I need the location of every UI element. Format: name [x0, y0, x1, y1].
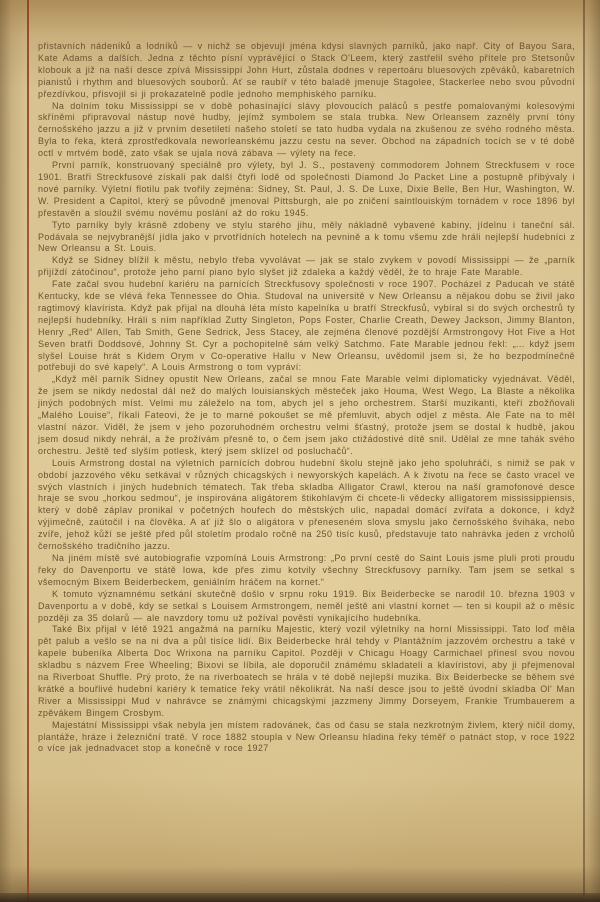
- paragraph: Fate začal svou hudební kariéru na parnících Streckfusovy společnosti v roce 1907. Pocházel z Paducah ve státě Kentucky, kde se vlévá řeka Tennessee do Ohia. Studoval na universitě v New Orleansu a nějakou dobu se živil jako ragtimový klavírista. Když pak přijal na dlouhá léta místo kapelníka u bratří Streckfusů, vybíral si do svých orchestrů ty nejlepší hudebníky. Hráli s ním například Zutty Singleton, Pops Foster, Charlie Creath, Dewey Jackson, Jimmy Blanton, Henry „Red“ Allen, Tab Smith, Gene Sedrick, Jess Stacey, ale zejména členové pozdější Armstrongovy Hot Five a Hot Seven bratři Doddsové, Johnny St. Cyr a pochopitelně sám velký Satchmo. Fate Marable jednou řekl: „... když jsem slyšel Louise hrát s Kidem Orym v Co-operative Hallu v New Orleansu, uvědomil jsem si, že ho bezpodmínečně potřebuji do své kapely“. A Louis Armstrong o tom vypráví:: [38, 279, 575, 373]
- page-edge-bottom: [0, 893, 600, 902]
- paragraph: Tyto parníky byly krásně zdobeny ve stylu starého jihu, měly nákladně vybavené kabiny, jídelnu i taneční sál. Podávala se nejvybranější jídla jako v prvotřídních hotelech na pevnině a k tomu všemu zde hráli nejlepší hudebníci z New Orleansu a St. Louis.: [38, 219, 575, 254]
- paragraph: přistavních nádeníků a lodníků — v nichž se objevují jména kdysi slavných parníků, jako např. City of Bayou Sara, Kate Adams a dalších. Jedna z těchto písní vyprávějící o Stack O'Leem, který zastřelil svého přítele pro Stetsonův klobouk a již na naší desce zpívá Mississippi John Hurt, zůstala dodnes v repertoáru bluesových zpěváků, kabaretních pianistů i rhythm and bluesových souborů. Ať se raubíř v této baladě jmenuje Stagolee, Stackerlee nebo svou původní přezdívkou, přisvojil si ji prokazatelně podle jednoho memphiského parníku.: [38, 41, 575, 99]
- page-right-shadow: [583, 0, 600, 902]
- page-left-shadow: [0, 0, 26, 902]
- paragraph: Majestátní Mississippi však nebyla jen místem radovánek, čas od času se stala nezkrotným živlem, který ničil domy, plantáže, hráze i železniční tratě. V roce 1882 stoupla v New Orleansu hladina řeky téměř o patnáct stop, v roce 1922 o více jak jednadvacet stop a konečně v roce 1927: [38, 719, 575, 754]
- paragraph: První parník, konstruovaný speciálně pro výlety, byl J. S., postavený commodorem Johnem Streckfusem v roce 1901. Bratři Streckfusové získali pak další čtyři lodě od společnosti Diamond Jo Packet Line a postupně přibývaly i nové parníky. Výletní flotilu pak tvořily zejména: Sidney, St. Paul, J. S. De Luxe, Dixie Belle, Ben Hur, Washington, W. W. President a Capitol, který se původně jmenoval Pittsburgh, ale po zničení saintlouiským tornádem v roce 1896 byl přestavěn a sloužil svému novému poslání až do roku 1945.: [38, 160, 575, 218]
- paragraph: „Když měl parník Sidney opustit New Orleans, začal se mnou Fate Marable velmi diplomaticky vyjednávat. Věděl, že jsem se nikdy nedostal dál než do malých louisianských městeček jako Houma, West Wego, La Blaste a několika jiných podobných míst. Velmi mu záleželo na tom, abych jel s jeho orchestrem. Starší muzikanti, kteří zbožňovali „Malého Louise“, říkali Fateovi, že je to marné pokoušet se mě přemluvit, abych odjel z města. Ale Fate na to měl vlastní názor. Viděl, že jsem v jeho pozoruhodném orchestru velmi šťastný, protože jsem se dostal k hudbě, jakou jsem dosud nikdy nehrál, a že prožívám přesně to, o čem jsem jako ctižádostivé dítě snil. Udělal ze mne tahák svého orchestru. Ještě teď slyším potlesk, který jsem sklízel od posluchačů“.: [38, 374, 575, 456]
- paragraph: K tomuto významnému setkání skutečně došlo v srpnu roku 1919. Bix Beiderbecke se narodil 10. března 1903 v Davenportu a v době, kdy se setkal s Louisem Armstrongem, neměl ještě ani vlastní kornet — ten si koupil až o měsíc později za 35 dolarů — ale navzdory tomu už požíval pověsti vynikajícího hudebníka.: [38, 588, 575, 623]
- paragraph: Na dolním toku Mississippi se v době pohasínající slávy plovoucích paláců s pestře pomalovanými kolesovými skříněmi připravoval nástup nové hudby, jejímž symbolem se stala trubka. New Orleansem zazněly první tóny černošského jazzu a již v prvním desetiletí našeho století se tato hudba vydala na zkušenou ze svého rodného města. Byla to řeka, která zprostředkovala neworleanskému jazzu cestu na sever. Obchod na západních tocích se v té době octl v mrtvém bodě, zato však se ujala nová zábava — výlety na řece.: [38, 100, 575, 159]
- page-edge-right: [583, 0, 585, 896]
- paragraph: Louis Armstrong dostal na výletních parnících dobrou hudební školu stejně jako jeho spoluhráči, s nimiž se pak v období jazzového věku setkával v různých chicagských i newyorských kapelách. A k životu na řece se často vracel ve svých vlastních i jiných hudebních tématech. Tak třeba skladba Alligator Crawl, kterou na naší gramofonové desce hraje se svou „horkou sedmou“, je inspirována aligátorem štikohlavým či chcete-li vědecky alligatorem mississippiensis, který v době záplav pronikal v početných houfech do městských ulic, napadal domácí zvířata a dokonce, i když výjimečně, zaútočil i na člověka. A ať již šlo o aligátora v přeneseném slova smyslu jako černošského šviháka, nebo zvíře, jehož kůží se ještě před půl stoletím prodalo ročně na 250 tisíc kusů, představuje tato nahrávka jeden z vrcholů černošského tradičního jazzu.: [38, 457, 575, 552]
- red-margin-rule: [27, 0, 29, 902]
- paragraph: Když se Sidney blížil k městu, nebylo třeba vyvolávat — jak se stalo zvykem v povodí Mississippi — že „parník přijíždí zátočinou“, protože jeho parní piano bylo slyšet již zdaleka a každý věděl, že to hraje Fate Marable.: [38, 255, 575, 278]
- text-column: [38, 41, 575, 755]
- paragraph: Na jiném místě své autobiografie vzpomíná Louis Armstrong: „Po první cestě do Saint Louis jsme pluli proti proudu řeky do Davenportu ve státě Iowa, kde přes zimu kotvily všechny Streckfusovy parníky. Tam jsem se setkal s všemocným Bixem Beiderbeckem, geniálním hráčem na kornet.“: [38, 552, 575, 587]
- paragraph: Také Bix přijal v létě 1921 angažmá na parníku Majestic, který vozil výletníky na horní Mississippi. Tato loď měla pět palub a vešlo se na ni dva a půl tisíce lidí. Bix Beiderbecke hrál tehdy v Plantážním jazzovém orchestru a také v kapele bubeníka Alberta Doc Wrixona na parníku Capitol. Později v Chicagu Hoagy Carmichael přinesl svou novou skladbu s názvem Free Wheeling; Bixovi se líbila, ale doporučil známému skladateli a klavíristovi, aby ji přejmenoval na Riverboat Shuffle. Prý proto, že na riverboatech se hrála v té době nejlepší muzika. Bix Beiderbecke se během své krátké a bouřlivé hudební kariéry k tematice řeky vrátil několikrát. Na naší desce jsou to ještě úvodní skladba Ol' Man River a Mississippi Mud v nahrávce se známými chicagskými jazzmeny Jimmy Dorseyem, Frankie Trumbauerem a zpěvákem Bingem Crosbym.: [38, 624, 575, 718]
